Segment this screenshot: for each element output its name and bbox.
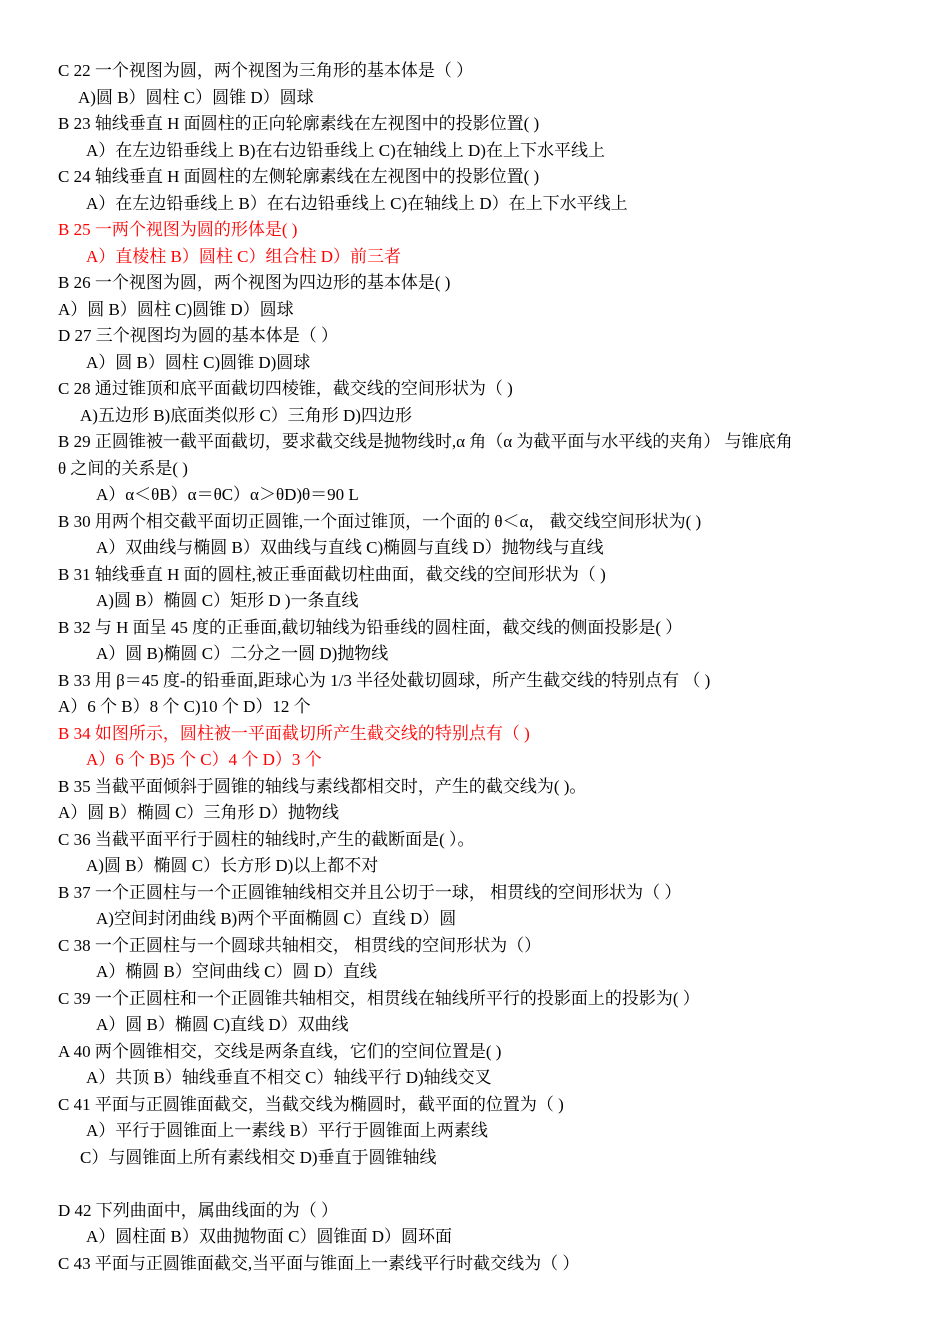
options-line: A）圆 B）圆柱 C)圆锥 D)圆球 (86, 352, 311, 372)
question-line: A）圆 B）椭圆 C）三角形 D）抛物线 (58, 803, 339, 822)
question-line: C 22 一个视图为圆，两个视图为三角形的基本体是（ ） (58, 61, 474, 80)
options-line: A）平行于圆锥面上一素线 B）平行于圆锥面上两素线 (86, 1121, 488, 1140)
options-line: A）椭圆 B）空间曲线 C）圆 D）直线 (96, 962, 377, 981)
options-line: A)圆 B）椭圆 C）长方形 D)以上都不对 (86, 856, 379, 875)
question-line: B 25 一两个视图为圆的形体是( ) (58, 220, 298, 239)
question-line: C 41 平面与正圆锥面截交，当截交线为椭圆时，截平面的位置为（ ) (58, 1094, 564, 1114)
question-line: A）6 个 B）8 个 C)10 个 D）12 个 (58, 697, 311, 716)
question-line: C 28 通过锥顶和底平面截切四棱锥，截交线的空间形状为（ ) (58, 379, 513, 398)
question-line: D 42 下列曲面中，属曲线面的为（ ） (58, 1200, 339, 1220)
question-line: B 37 一个正圆柱与一个正圆锥轴线相交并且公切于一球， 相贯线的空间形状为（ ） (58, 882, 682, 902)
question-line: D 27 三个视图均为圆的基本体是（ ） (58, 326, 339, 345)
blank-line (0, 1171, 950, 1198)
question-line: C 39 一个正圆柱和一个正圆锥共轴相交，相贯线在轴线所平行的投影面上的投影为( ） (58, 988, 700, 1008)
options-line: A）圆 B）椭圆 C)直线 D）双曲线 (96, 1015, 349, 1034)
options-line: A）α＜θB）α＝θC）α＞θD)θ＝90 L (96, 485, 359, 504)
options-line: A)圆 B）椭圆 C）矩形 D )一条直线 (96, 591, 359, 610)
question-line: A 40 两个圆锥相交，交线是两条直线，它们的空间位置是( ) (58, 1041, 502, 1061)
question-line: B 30 用两个相交截平面切正圆锥,一个面过锥顶，一个面的 θ＜α， 截交线空间形状为( ) (58, 511, 702, 531)
options-line: A）圆柱面 B）双曲抛物面 C）圆锥面 D）圆环面 (86, 1227, 452, 1246)
question-line: C 36 当截平面平行于圆柱的轴线时,产生的截断面是( ）。 (58, 829, 475, 849)
question-line: B 35 当截平面倾斜于圆锥的轴线与素线都相交时，产生的截交线为( )。 (58, 776, 587, 796)
question-line: B 29 正圆锥被一截平面截切，要求截交线是抛物线时,α 角（α 为截平面与水平线的夹角） 与锥底角 (58, 432, 793, 451)
options-line: A）在左边铅垂线上 B)在右边铅垂线上 C)在轴线上 D)在上下水平线上 (86, 140, 605, 160)
question-line: θ 之间的关系是( ) (58, 458, 188, 478)
options-line: A)圆 B）圆柱 C）圆锥 D）圆球 (78, 87, 314, 107)
options-line: A)五边形 B)底面类似形 C）三角形 D)四边形 (80, 405, 412, 425)
options-line: A)空间封闭曲线 B)两个平面椭圆 C）直线 D）圆 (96, 909, 457, 928)
options-line: A）共顶 B）轴线垂直不相交 C）轴线平行 D)轴线交叉 (86, 1068, 492, 1087)
options-line: A）圆 B)椭圆 C）二分之一圆 D)抛物线 (96, 644, 389, 663)
question-line: B 33 用 β＝45 度-的铅垂面,距球心为 1/3 半径处截切圆球，所产生截交线的特别点有 （ ) (58, 670, 711, 690)
question-line: B 34 如图所示，圆柱被一平面截切所产生截交线的特别点有（ ) (58, 723, 530, 743)
options-line: A）6 个 B)5 个 C）4 个 D）3 个 (86, 750, 322, 769)
options-line: A）双曲线与椭圆 B）双曲线与直线 C)椭圆与直线 D）抛物线与直线 (96, 538, 604, 557)
question-line: B 23 轴线垂直 H 面圆柱的正向轮廓素线在左视图中的投影位置( ) (58, 114, 540, 133)
options-line: C）与圆锥面上所有素线相交 D)垂直于圆锥轴线 (80, 1147, 437, 1167)
question-line: B 31 轴线垂直 H 面的圆柱,被正垂面截切柱曲面，截交线的空间形状为（ ) (58, 564, 606, 584)
question-line: B 32 与 H 面呈 45 度的正垂面,截切轴线为铅垂线的圆柱面，截交线的侧面投影是( ） (58, 617, 683, 637)
options-line: A）直棱柱 B）圆柱 C）组合柱 D）前三者 (86, 246, 401, 266)
question-line: B 26 一个视图为圆，两个视图为四边形的基本体是( ) (58, 273, 451, 292)
options-line: A）在左边铅垂线上 B）在右边铅垂线上 C)在轴线上 D）在上下水平线上 (86, 193, 628, 213)
question-line: A）圆 B）圆柱 C)圆锥 D）圆球 (58, 299, 294, 319)
question-line: C 24 轴线垂直 H 面圆柱的左侧轮廓素线在左视图中的投影位置( ) (58, 167, 540, 186)
question-line: C 43 平面与正圆锥面截交,当平面与锥面上一素线平行时截交线为（ ） (58, 1253, 580, 1273)
question-line: C 38 一个正圆柱与一个圆球共轴相交， 相贯线的空间形状为（） (58, 935, 542, 955)
question-list (0, 58, 950, 1277)
